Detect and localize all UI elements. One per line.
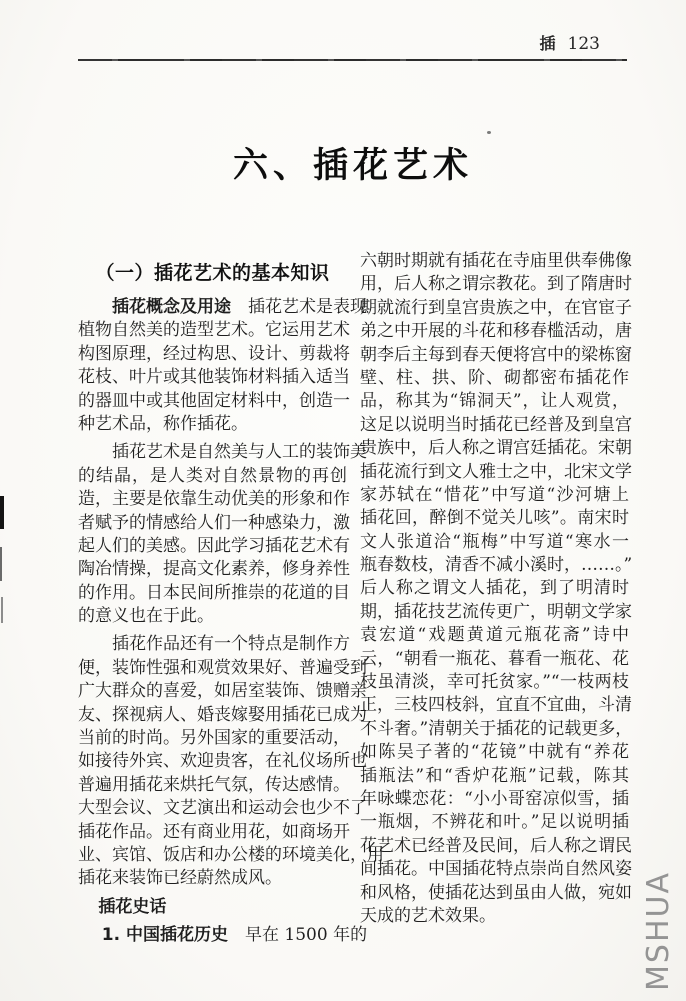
text-line: 云，“朝看一瓶花、暮看一瓶花、花 [360, 648, 629, 669]
text-line: 大型会议、文艺演出和运动会也少不了 [78, 798, 367, 819]
header-rule [78, 59, 627, 61]
text-line: 种艺术品，称作插花。 [78, 413, 248, 434]
text-line: 花艺术已经普及民间，后人称之谓民 [360, 835, 632, 856]
right-column [360, 250, 633, 948]
text-line: 年咏蝶恋花：“小小哥窑凉似雪，插 [360, 788, 629, 809]
text-line: 植物自然美的造型艺术。它运用艺术 [78, 320, 350, 341]
text-line: 者赋予的情感给人们一种感染力，激 [78, 512, 350, 533]
text-line: 业、宾馆、饭店和办公楼的环境美化，用 [78, 844, 384, 865]
section-heading: （一）插花艺术的基本知识 [95, 262, 330, 284]
text-line: 朝李后主每到春天便将宫中的梁栋窗 [360, 344, 632, 365]
watermark-text: MSHUA [641, 871, 676, 991]
text-line: 插花作品。还有商业用花，如商场开 [78, 821, 350, 842]
paragraph [78, 296, 367, 436]
running-head-chapter-word: 插 [539, 34, 556, 53]
text-line: 文人张道洽“瓶梅”中写道“寒水一 [360, 531, 629, 552]
text-line: 家苏轼在“惜花”中写道“沙河塘上 [360, 484, 629, 505]
text-line: 一瓶烟，不辨花和叶。”足以说明插 [360, 812, 629, 833]
text-line: 如陈吴子著的“花镜”中就有“养花 [360, 742, 629, 763]
text-line: 期就流行到皇宫贵族之中，在官宦子 [360, 297, 632, 318]
text-line: 不斗奢。”清朝关于插花的记载更多， [360, 718, 633, 739]
text-line: 插花回，醉倒不觉关儿咳”。南宋时 [360, 508, 629, 529]
text-line: 贵族中，后人称之谓宫廷插花。宋朝 [360, 438, 632, 459]
text-line: 如接待外宾、欢迎贵客，在礼仪场所也 [78, 751, 367, 772]
text-line: 当前的时尚。另外国家的重要活动， [78, 728, 350, 749]
two-column-text [78, 250, 633, 948]
text-line: 间插花。中国插花特点崇尚自然风姿 [360, 859, 632, 880]
paragraph [78, 441, 367, 628]
text-line: 插花史话 [98, 896, 167, 917]
text-line: 普遍用插花来烘托气氛，传达感情。 [78, 774, 350, 795]
text-line: 正，三枝四枝斜，宜直不宜曲，斗清 [360, 695, 632, 716]
subheading [78, 896, 347, 919]
text-line: 这足以说明当时插花已经普及到皇宫 [360, 414, 632, 435]
text-line: 广大群众的喜爱，如居室装饰、馈赠亲 [78, 681, 367, 702]
paragraph [78, 633, 384, 890]
text-line: 构图原理，经过构思、设计、剪裁将 [78, 343, 350, 364]
text-line: 插花来装饰已经蔚然成风。 [78, 868, 282, 889]
text-line: 花枝、叶片或其他装饰材料插入适当 [78, 367, 350, 388]
running-head [540, 31, 600, 54]
scan-speck [487, 131, 491, 134]
text-line: 壁、柱、拱、阶、砌都密布插花作 [360, 367, 629, 388]
text-line: 品，称其为“锦洞天”，让人观赏， [360, 391, 629, 412]
text-line: 插花流行到文人雅士之中，北宋文学 [360, 461, 632, 482]
scan-artifact [0, 496, 4, 529]
text-line: 袁宏道“戏题黄道元瓶花斋”诗中 [360, 625, 629, 646]
text-line: 插花作品还有一个特点是制作方 [112, 634, 350, 655]
text-line: 的意义也在于此。 [78, 606, 214, 627]
paragraph [360, 250, 633, 928]
scan-artifact [0, 547, 2, 581]
text-line: 的器皿中或其他固定材料中，创造一 [78, 390, 350, 411]
text-line: 的结晶，是人类对自然景物的再创 [78, 465, 347, 486]
text-line: 枝虽清淡，幸可托贫家。”“一枝两枝 [360, 672, 629, 693]
scan-artifact [1, 597, 3, 623]
text-line: 造，主要是依靠生动优美的形象和作 [78, 489, 350, 510]
text-line: 弟之中开展的斗花和移春槛活动，唐 [360, 321, 632, 342]
chapter-title: 六、插花艺术 [232, 146, 473, 186]
text-line: 期，插花技艺流传更广，明朝文学家 [360, 601, 632, 622]
text-line: 插花概念及用途 插花艺术是表现 [112, 297, 367, 317]
left-column-blocks [78, 296, 384, 948]
text-line: 六朝时期就有插花在寺庙里供奉佛像 [360, 251, 632, 271]
bold-lead-in: 1. 中国插花历史 [101, 925, 229, 946]
text-line: 天成的艺术效果。 [360, 905, 496, 926]
page-number: 123 [567, 34, 600, 54]
text-line: 和风格，使插花达到虽由人做，宛如 [360, 882, 632, 903]
text-line: 陶冶情操，提高文化素养，修身养性 [78, 559, 350, 580]
text-line: 友、探视病人、婚丧嫁娶用插花已成为 [78, 704, 367, 725]
text-line: 插瓶法”和“香炉花瓶”记载，陈其 [360, 765, 629, 786]
text-line: 瓶春数枝，清香不减小溪时，……。” [360, 555, 633, 576]
text-line: 插花艺术是自然美与人工的装饰美 [112, 442, 367, 463]
paragraph [78, 924, 368, 947]
text-line: 后人称之谓文人插花，到了明清时 [360, 578, 629, 599]
text-line: 1. 中国插花历史 早在 1500 年的 [101, 925, 368, 946]
left-column [78, 250, 384, 948]
text-line: 用，后人称之谓宗教花。到了隋唐时 [360, 274, 632, 295]
text-line: 的作用。日本民间所推崇的花道的目 [78, 582, 350, 603]
right-column-blocks [360, 250, 633, 928]
text-line: 起人们的美感。因此学习插花艺术有 [78, 535, 350, 556]
bold-lead-in: 插花概念及用途 [112, 297, 231, 317]
text-line: 便，装饰性强和观赏效果好、普遍受到 [78, 657, 367, 678]
